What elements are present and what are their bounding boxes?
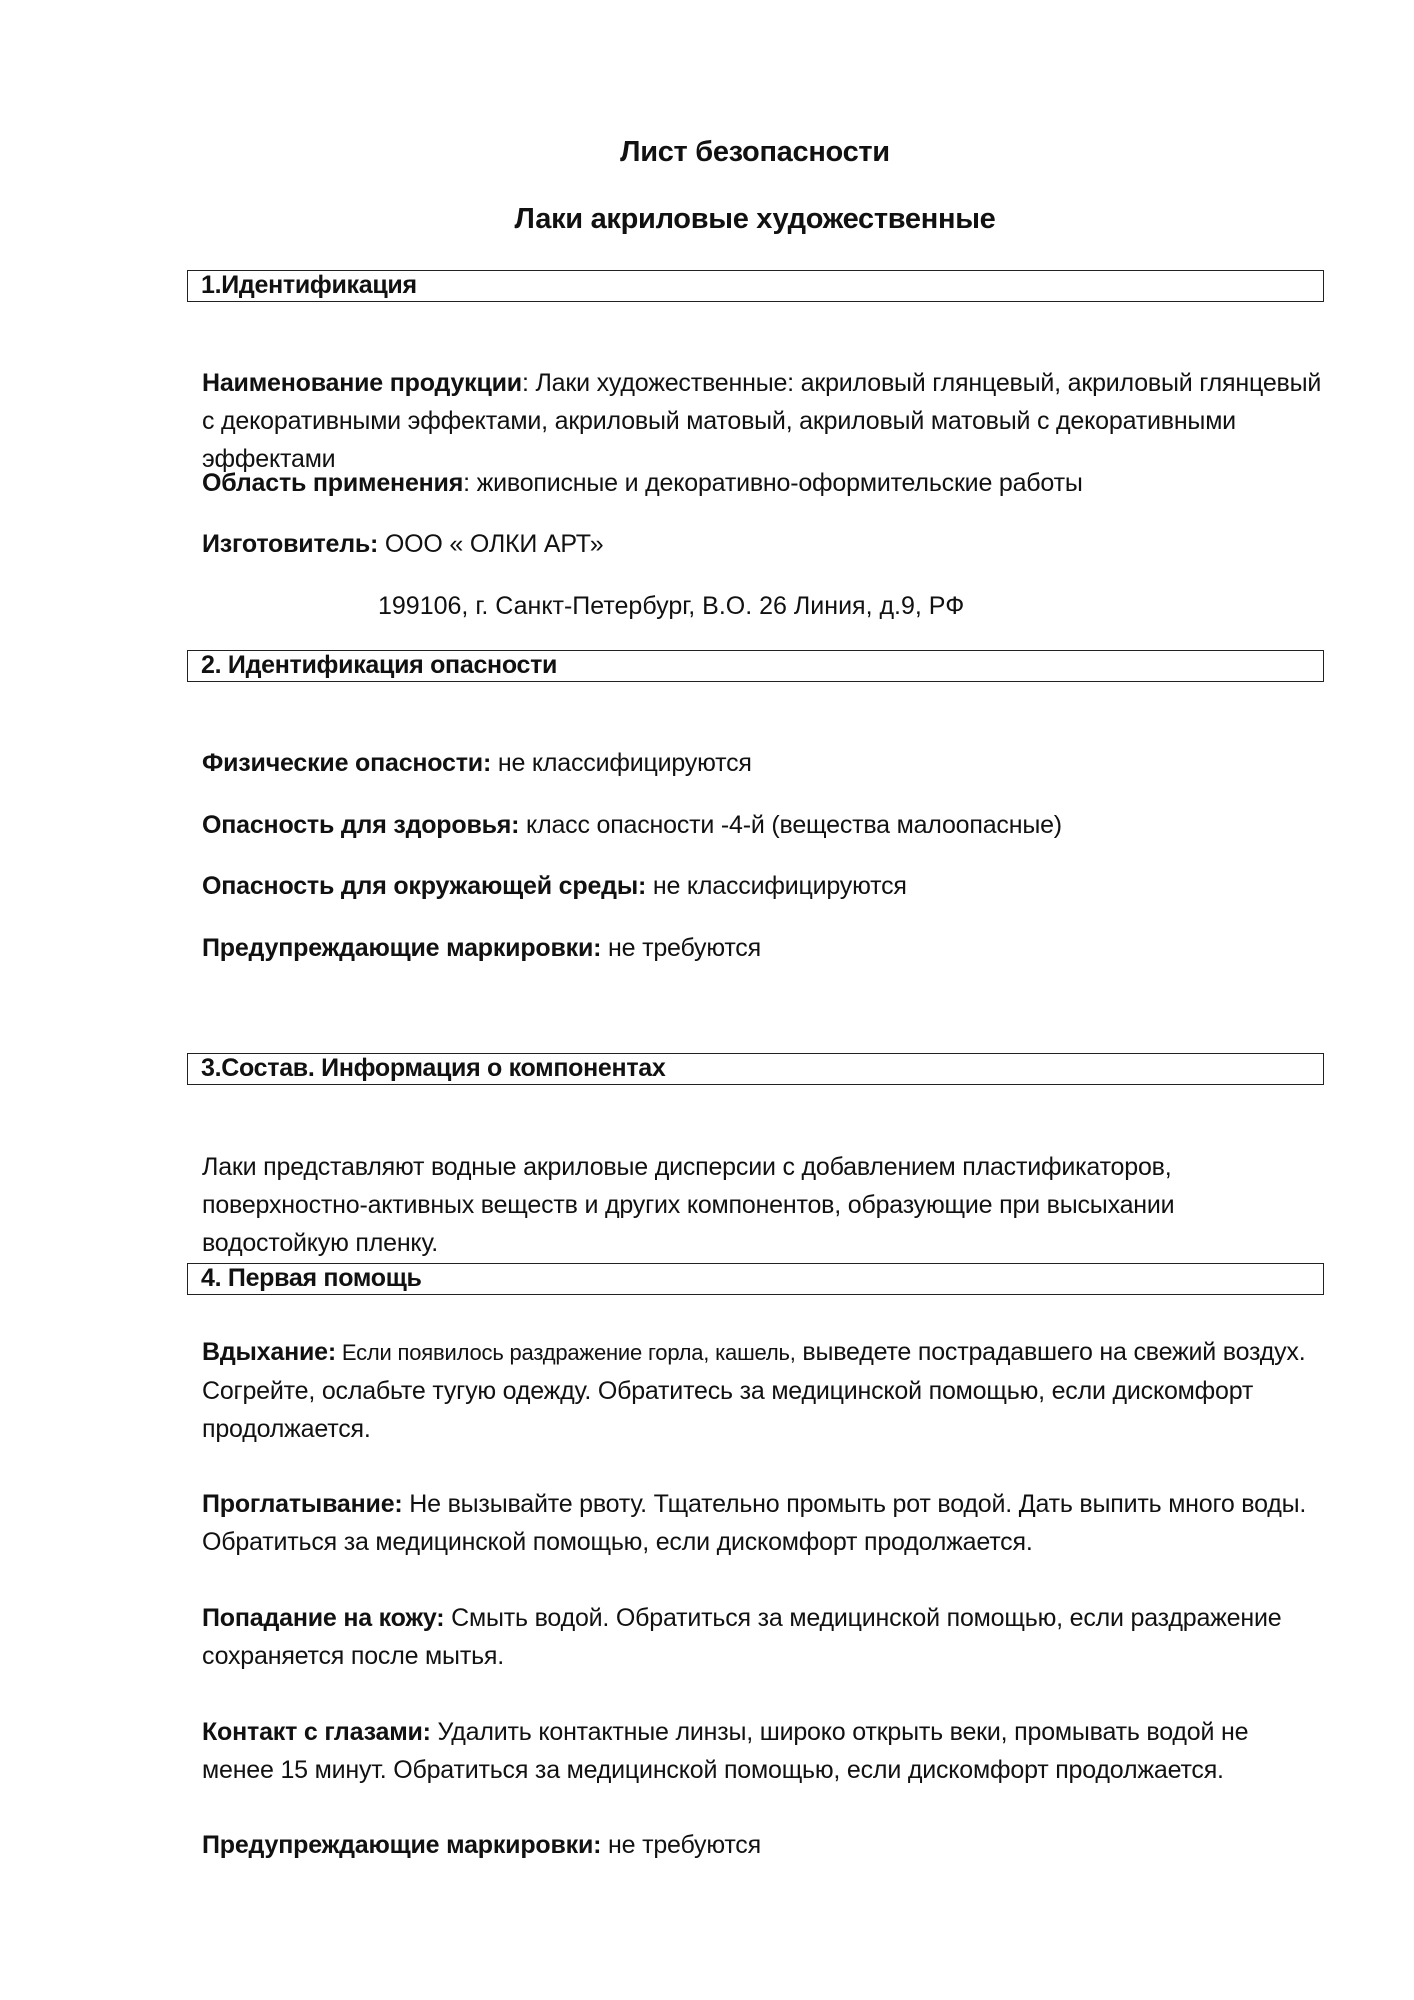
composition-paragraph: Лаки представляют водные акриловые дисперсии с добавлением пластификаторов, поверхностно-активных веществ и других компонентов, образующие при высыхании водостойкую пленку. <box>202 1153 1175 1257</box>
physical-hazards-paragraph <box>202 744 1322 782</box>
manufacturer-label: Изготовитель: <box>202 530 379 558</box>
product-name-text: : Лаки художественные: акриловый глянцевый, акриловый глянцевый с декоративными эффектами, акриловый матовый, акриловый матовый с декоративными эффектами <box>202 369 1322 473</box>
inhalation-text: выведете пострадавшего на свежий воздух. Согрейте, ослабьте тугую одежду. Обратитесь за медицинской помощью, если дискомфорт продолжается. <box>202 1338 1306 1443</box>
inhalation-label: Вдыхание: <box>202 1338 336 1366</box>
scope-text: : живописные и декоративно-оформительские работы <box>463 469 1083 497</box>
eye-contact-paragraph <box>202 1713 1322 1789</box>
environment-hazard-text: не классифицируются <box>646 872 907 900</box>
section-4-heading: 4. Первая помощь <box>187 1263 1324 1295</box>
ingestion-paragraph <box>202 1485 1322 1561</box>
first-aid-warning-text: не требуются <box>601 1831 761 1859</box>
health-hazard-text: класс опасности -4-й (вещества малоопасные) <box>519 811 1062 839</box>
document-subtitle: Лаки акриловые художественные <box>514 203 996 235</box>
health-hazard-paragraph <box>202 806 1322 844</box>
document-title: Лист безопасности <box>620 136 890 168</box>
product-name-label: Наименование продукции <box>202 369 522 397</box>
ingestion-label: Проглатывание: <box>202 1490 403 1518</box>
inhalation-small-text: Если появилось раздражение горла, кашель, <box>335 1340 796 1365</box>
first-aid-warning-label: Предупреждающие маркировки: <box>202 1831 602 1859</box>
eye-contact-text: Удалить контактные линзы, широко открыть веки, промывать водой не менее 15 минут. Обратиться за медицинской помощью, если дискомфорт продолжается. <box>202 1718 1249 1784</box>
environment-hazard-label: Опасность для окружающей среды: <box>202 872 647 900</box>
skin-contact-paragraph <box>202 1599 1322 1675</box>
manufacturer-address: 199106, г. Санкт-Петербург, В.О. 26 Линия, д.9, РФ <box>378 592 965 620</box>
section-2-heading: 2. Идентификация опасности <box>187 650 1324 682</box>
scope-label: Область применения <box>202 469 464 497</box>
skin-contact-label: Попадание на кожу: <box>202 1604 445 1632</box>
skin-contact-text: Смыть водой. Обратиться за медицинской помощью, если раздражение сохраняется после мытья. <box>202 1604 1282 1670</box>
manufacturer-text: ООО « ОЛКИ АРТ» <box>378 530 604 558</box>
first-aid-warning-paragraph <box>202 1826 1322 1864</box>
physical-hazards-label: Физические опасности: <box>202 749 492 777</box>
warning-labels-text: не требуются <box>601 934 761 962</box>
warning-labels-label: Предупреждающие маркировки: <box>202 934 602 962</box>
inhalation-paragraph <box>202 1333 1322 1448</box>
product-name-paragraph <box>202 364 1322 478</box>
environment-hazard-paragraph <box>202 867 1322 905</box>
ingestion-text: Не вызывайте рвоту. Тщательно промыть рот водой. Дать выпить много воды. Обратиться за медицинской помощью, если дискомфорт продолжается. <box>202 1490 1307 1556</box>
eye-contact-label: Контакт с глазами: <box>202 1718 431 1746</box>
health-hazard-label: Опасность для здоровья: <box>202 811 520 839</box>
section-1-heading: 1.Идентификация <box>187 270 1324 302</box>
manufacturer-paragraph <box>202 525 1322 563</box>
section-3-heading: 3.Состав. Информация о компонентах <box>187 1053 1324 1085</box>
warning-labels-paragraph <box>202 929 1322 967</box>
physical-hazards-text: не классифицируются <box>491 749 752 777</box>
scope-paragraph <box>202 464 1322 502</box>
